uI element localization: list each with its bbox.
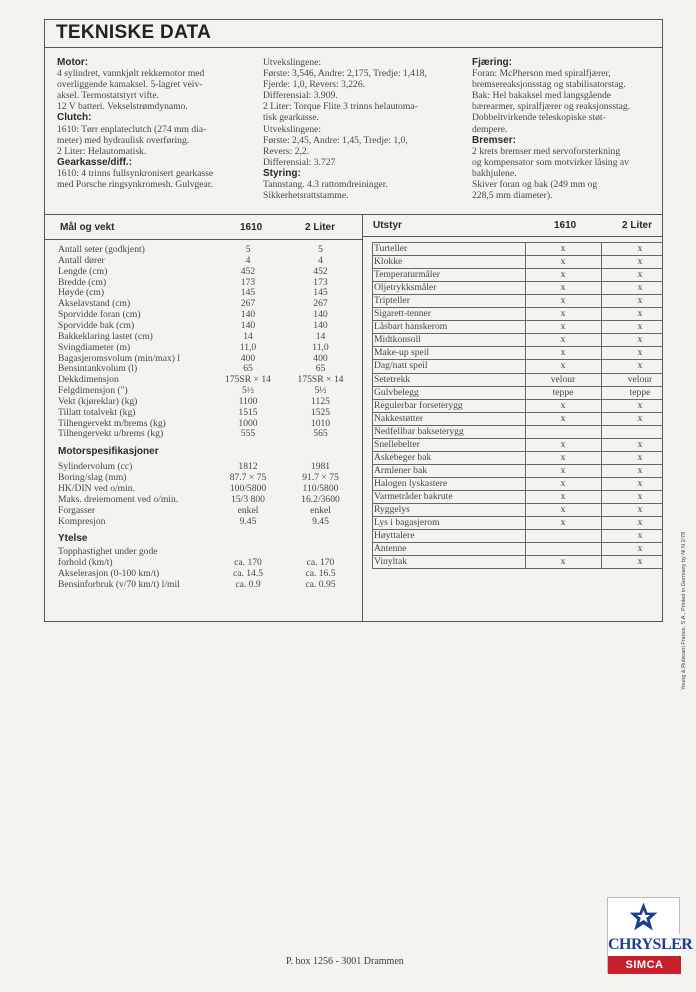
row-label: Felgdimensjon (") [58,385,128,397]
row-label: Boring/slag (mm) [58,472,127,484]
spec-line: 1610: Tørr enplateclutch (274 mm dia- [57,123,207,135]
value-2liter: x [637,360,643,372]
row-label: Antall seter (godkjent) [58,244,145,255]
row-label: forhold (km/t) [58,557,113,569]
value-2liter: x [637,334,643,346]
value-1610: x [560,556,566,568]
table-row [362,425,663,438]
value-2liter: ca. 16.5 [305,568,336,580]
table-row [362,529,663,542]
value-2liter: 14 [315,330,326,342]
row-label: Vinyltak [374,556,407,568]
dimensions-col-1610: 1610 [240,222,263,233]
row-label: Bredde (cm) [58,276,107,288]
spec-line: Differensial: 3.909. [263,90,338,102]
value-2liter: 5½ [314,385,327,397]
value-1610: 1812 [238,461,258,473]
value-2liter: 175SR × 14 [297,374,344,386]
row-label: Sporvidde foran (cm) [58,309,141,321]
table-row [58,331,358,343]
table-row [58,342,358,354]
spec-heading: Bremser: [472,134,516,146]
page-title: TEKNISKE DATA [56,22,212,43]
value-2liter: x [637,269,643,281]
table-row [362,359,663,372]
row-label: Topphastighet under gode [58,546,158,558]
value-2liter: x [637,451,643,463]
value-1610: x [560,451,566,463]
spec-column-motor [57,57,257,190]
row-label: Lys i bagasjerom [374,517,440,529]
row-label: Make-up speil [374,347,430,359]
spec-line: Fjerde: 1,0, Revers: 3,226. [263,79,366,91]
value-1610: x [560,308,566,320]
table-row [362,373,663,386]
table-row [362,477,663,490]
table-row [362,451,663,464]
value-2liter: 91.7 × 75 [302,472,339,484]
row-label: Tripteller [374,295,410,307]
value-2liter: 452 [313,265,328,277]
table-row [58,557,358,569]
value-2liter: velour [627,373,653,385]
row-label: Tillatt totalvekt (kg) [58,406,136,418]
spec-heading: Motor: [57,57,89,68]
table-row [58,353,358,365]
value-1610: 65 [243,363,253,375]
value-1610: enkel [237,504,259,516]
title-divider [44,47,663,48]
table-row [58,461,358,473]
row-label: Turteller [374,243,408,254]
value-1610: 140 [240,319,256,331]
value-1610: 11,0 [239,341,257,353]
table-row [362,333,663,346]
dimensions-header-rule [44,239,362,240]
value-1610: 87.7 × 75 [229,472,267,484]
value-2liter: x [637,504,643,515]
dimensions-table-header [57,222,362,236]
table-row [362,281,663,294]
spec-line: Sikkerhetsrattstamme. [263,190,349,202]
row-label: Dag/natt speil [374,360,428,372]
value-1610: x [560,256,566,268]
value-1610: ca. 14.5 [232,568,264,580]
row-label: Tilhengervekt m/brems (kg) [58,417,166,429]
spec-line: Utvekslingene: [263,123,322,135]
equipment-col-1610: 1610 [554,220,577,231]
value-2liter: ca. 170 [306,557,335,569]
row-label: Regulerbar forseterygg [374,399,463,411]
table-row [362,516,663,529]
row-label: Oljetrykksmåler [374,282,437,294]
row-label: Bensinforbruk (v/70 km/t) l/mil [58,578,180,590]
value-1610: x [560,360,566,372]
spec-heading: Clutch: [57,112,92,124]
grid-line [372,242,373,568]
table-row [58,309,358,321]
value-2liter: x [637,295,643,307]
row-label: Bagasjeromsvolum (min/max) l [58,352,181,364]
table-row [58,546,358,558]
value-2liter: 400 [313,352,328,364]
row-label: Låsbart hanskerom [374,321,448,333]
table-row [58,494,358,506]
value-2liter: x [637,321,643,333]
table-row [362,386,663,399]
spec-line: Revers: 2,2. [263,145,310,157]
row-label: Lengde (cm) [58,265,108,277]
spec-line: Foran: McPherson med spiralfjærer, [472,68,611,80]
grid-line [372,242,662,243]
spec-heading: Styring: [263,167,301,179]
value-2liter: x [637,464,643,476]
spec-line: 228,5 mm diameter). [472,190,553,202]
row-label: Midtkonsoll [374,334,421,346]
value-2liter: x [637,308,643,320]
value-1610: 400 [240,352,256,364]
table-row [58,568,358,580]
table-row [362,503,663,516]
row-label: Sylindervolum (cc) [58,461,133,473]
value-1610: ca. 0.9 [235,578,261,590]
value-2liter: 140 [313,309,328,321]
table-section-heading: Motorspesifikasjoner [58,446,159,458]
table-row [362,320,663,333]
row-label: Ryggelys [374,504,410,515]
value-2liter: 4 [318,254,323,266]
table-row [58,277,358,289]
value-1610: 555 [240,428,256,440]
logo-text-chrysler: CHRYSLER [608,936,693,953]
value-1610: x [560,464,566,476]
value-2liter: x [637,243,643,254]
value-1610: 452 [240,265,256,277]
spec-line: meter) med hydraulisk overføring. [57,134,190,146]
table-row [58,255,358,267]
value-2liter: x [637,412,643,424]
value-2liter: x [637,517,643,529]
table-row [362,255,663,268]
row-label: Askebeger bak [374,451,432,463]
value-1610: 14 [243,330,253,342]
row-label: Nakkestøtter [374,412,424,424]
value-1610: x [560,399,566,411]
table-row [362,242,663,255]
table-row [58,472,358,484]
row-label: Akselerasjon (0-100 km/t) [58,568,160,580]
value-1610: 4 [245,254,251,266]
grid-line [372,568,662,569]
value-2liter: 1525 [310,406,331,418]
table-row [58,396,358,408]
value-2liter: 110/5800 [302,483,339,494]
value-1610: x [560,490,566,502]
spec-line: bærearmer, spiralfjærer og reaksjonsstag. [472,101,631,113]
row-label: Halogen lyskastere [374,477,448,489]
value-1610: x [560,321,566,333]
value-1610: x [560,438,566,450]
value-1610: 1100 [238,395,258,407]
spec-line: med Porsche ringsynkromesh. Gulvgear. [57,179,213,191]
table-row [362,438,663,451]
row-label: Sigarett-tenner [374,308,432,320]
value-1610: x [560,282,566,294]
spec-line: tisk gearkasse. [263,112,319,124]
value-1610: 100/5800 [229,483,267,494]
row-label: Setetrekk [374,373,411,385]
equipment-col-2liter: 2 Liter [622,220,653,231]
row-label: Bensintankvolum (l) [58,363,138,375]
row-label: Temperaturmåler [374,269,440,281]
row-label: Varmetråder bakrute [374,490,453,502]
dimensions-heading: Mål og vekt [60,222,115,233]
spec-line: 2 Liter: Torque Flite 3 trinns helautoma- [263,101,418,113]
table-row [58,483,358,495]
row-label: Bakkeklaring lastet (cm) [58,330,153,342]
value-2liter: x [637,530,643,542]
value-1610: x [560,334,566,346]
value-2liter: 9.45 [312,515,329,527]
value-1610: x [560,347,566,359]
table-row [58,407,358,419]
table-row [362,307,663,320]
table-row [362,399,663,412]
table-row [58,505,358,517]
spec-line: 12 V batteri. Vekselstrømdynamo. [57,101,188,113]
value-2liter: teppe [629,386,651,398]
spec-line: Utvekslingene: [263,57,322,68]
row-label: Sporvidde bak (cm) [58,319,135,331]
value-1610: 5 [245,244,251,255]
equipment-header-rule [362,236,663,237]
table-row [58,298,358,310]
table-row [362,555,663,568]
spec-line: Bak: Hel bakaksel med langsgående [472,90,612,102]
table-row [58,428,358,440]
chrysler-simca-logo [607,897,693,973]
value-2liter: 1981 [310,461,331,473]
value-1610: 173 [240,276,256,288]
spec-line: Første: 2,45, Andre: 1,45, Tredje: 1,0, [263,134,408,146]
value-1610: 175SR × 14 [225,374,271,386]
table-row [362,464,663,477]
spec-heading: Gearkasse/diff.: [57,156,133,168]
spec-heading: Fjæring: [472,57,512,68]
section-divider [44,214,663,215]
value-1610: x [560,504,566,515]
spec-line: 2 Liter: Helautomatisk. [57,145,147,157]
value-2liter: x [637,477,643,489]
value-1610: 145 [240,287,256,299]
value-2liter: 145 [313,287,328,299]
row-label: Akselavstand (cm) [58,298,131,310]
value-1610: 267 [240,298,256,310]
value-1610: 1000 [238,417,258,429]
table-row [58,374,358,386]
value-1610: x [560,269,566,281]
equipment-table-header [373,220,663,234]
value-1610: 140 [240,309,256,321]
value-1610: x [560,295,566,307]
value-1610: x [560,243,566,254]
table-row [362,268,663,281]
spec-line: 2 krets bremser med servoforsterkning [472,145,621,157]
table-row [58,244,358,256]
spec-line: Differensial: 3.727 [263,156,336,168]
spec-line: overliggende kamaksel. 5-lagret veiv- [57,79,203,91]
value-2liter: 5 [318,244,323,255]
row-label: Snellebelter [374,438,420,450]
value-2liter: x [637,256,643,268]
value-2liter: x [637,399,643,411]
row-label: Forgasser [58,504,96,516]
spec-line: Tannstang. 4.3 rattomdreininger. [263,179,388,191]
value-1610: 5½ [242,385,254,397]
row-label: Høyde (cm) [58,287,105,299]
value-1610: 15/3 800 [231,493,265,505]
equipment-heading: Utstyr [373,220,402,231]
spec-line: aksel. Termostatstyrt vifte. [57,90,159,102]
table-row [58,363,358,375]
spec-line: bremsereaksjonsstag og stabilisatorstag. [472,79,626,91]
spec-line: Skiver foran og bak (249 mm og [472,179,598,191]
table-row [362,542,663,555]
spec-line: 1610: 4 trinns fullsynkronisert gearkasse [57,167,214,179]
value-2liter: 1010 [310,417,331,429]
row-label: Tilhengervekt u/brems (kg) [58,428,164,440]
row-label: Armlener bak [374,464,428,476]
spec-line: 4 sylindret, vannkjølt rekkemotor med [57,68,205,80]
value-2liter: 140 [313,319,328,331]
value-1610: x [560,477,566,489]
pentastar-icon [628,901,659,932]
spec-line: bakhjulene. [472,167,517,179]
row-label: HK/DIN ved o/min. [58,483,136,494]
table-row [58,385,358,397]
table-row [58,516,358,528]
spec-column-suspension [472,57,662,201]
spec-line: Første: 3,546, Andre: 2,175, Tredje: 1,418, [263,68,427,80]
spec-column-gearing [263,57,463,201]
value-1610: 9.45 [239,515,257,527]
value-1610: x [560,412,566,424]
value-2liter: 11,0 [312,341,329,353]
table-row [58,287,358,299]
value-2liter: enkel [310,504,331,516]
row-label: Gulvbelegg [374,386,419,398]
grid-line [525,242,526,568]
spec-line: og kompensator som motvirker låsing av [472,156,629,168]
value-1610: teppe [552,386,574,398]
value-1610: ca. 170 [234,557,262,569]
value-2liter: 65 [315,363,326,375]
row-label: Dekkdimensjon [58,374,119,386]
spec-line: Dobbeltvirkende teleskopiske støt- [472,112,606,124]
table-row [362,490,663,503]
table-row [58,418,358,430]
value-1610: 1515 [238,406,258,418]
row-label: Vekt (kjøreklar) (kg) [58,395,138,407]
table-row [362,346,663,359]
row-label: Maks. dreiemoment ved o/min. [58,493,179,505]
value-2liter: 16.2/3600 [301,493,340,505]
value-2liter: 1125 [311,395,330,407]
dimensions-col-2liter: 2 Liter [305,222,336,233]
value-2liter: x [637,490,643,502]
value-2liter: x [637,347,643,359]
print-credit: Young & Rubicam France, S.A., Printed in Germany by Nl N 2/78 [681,531,687,690]
table-section-heading: Ytelse [58,533,88,545]
value-1610: velour [550,373,576,385]
row-label: Antenne [374,543,407,555]
row-label: Klokke [374,256,403,268]
value-2liter: x [637,543,643,555]
row-label: Høyttalere [374,530,415,542]
table-row [362,412,663,425]
value-2liter: x [637,438,643,450]
table-row [58,320,358,332]
row-label: Kompresjon [58,515,106,527]
value-1610: x [560,517,566,529]
value-2liter: 173 [313,276,328,288]
value-2liter: 565 [313,428,328,440]
value-2liter: ca. 0.95 [305,578,336,590]
row-label: Antall dører [58,254,105,266]
value-2liter: x [637,282,643,294]
footer-address: P. box 1256 - 3001 Drammen [286,956,404,967]
table-row [58,579,358,591]
spec-line: dempere. [472,123,508,135]
grid-line [601,242,602,568]
logo-text-simca: SIMCA [608,956,681,974]
row-label: Nedfellbar bakseterygg [374,425,464,437]
value-2liter: 267 [313,298,328,310]
table-row [58,266,358,278]
row-label: Svingdiameter (m) [58,341,131,353]
table-row [362,294,663,307]
value-2liter: x [637,556,643,568]
